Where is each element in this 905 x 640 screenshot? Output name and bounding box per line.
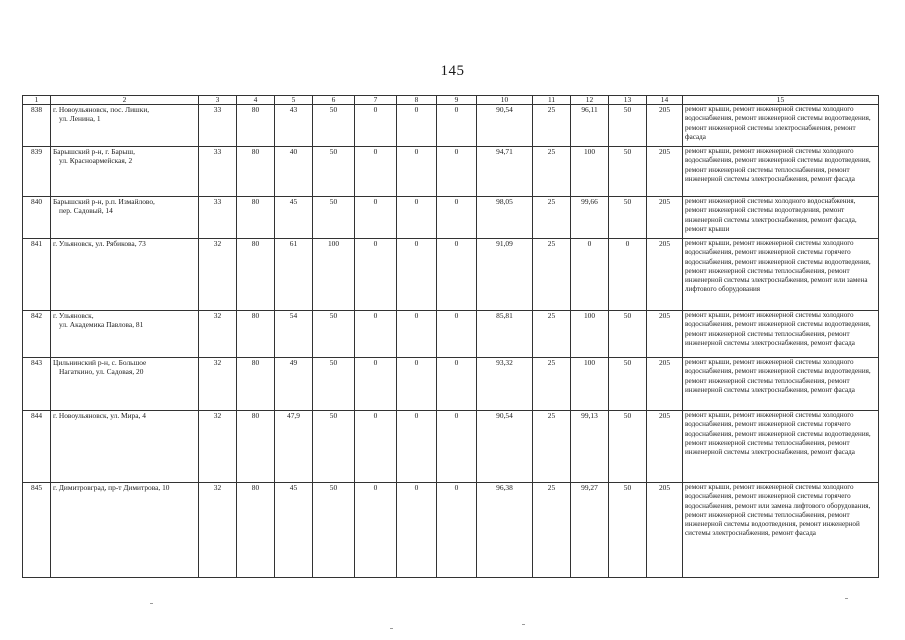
- row-number-cell: 841: [23, 239, 51, 311]
- value-cell-c13: 50: [609, 197, 647, 239]
- value-cell-c4: 80: [237, 105, 275, 147]
- value-cell-c12: 0: [571, 239, 609, 311]
- column-header: 6: [313, 96, 355, 105]
- table-row: [23, 239, 879, 311]
- value-cell-c11: 25: [533, 105, 571, 147]
- row-number-cell: 843: [23, 358, 51, 411]
- value-cell-c4: 80: [237, 147, 275, 197]
- value-cell-c5: 61: [275, 239, 313, 311]
- value-cell-c11: 25: [533, 358, 571, 411]
- value-cell-c5: 45: [275, 483, 313, 578]
- value-cell-c13: 50: [609, 411, 647, 483]
- address-cell: [51, 197, 199, 239]
- value-cell-c7: 0: [355, 147, 397, 197]
- column-header: 2: [51, 96, 199, 105]
- value-cell-c5: 45: [275, 197, 313, 239]
- value-cell-c12: 99,27: [571, 483, 609, 578]
- row-number-cell: 840: [23, 197, 51, 239]
- column-header: 12: [571, 96, 609, 105]
- value-cell-c4: 80: [237, 358, 275, 411]
- repair-works-cell: ремонт крыши, ремонт инженерной системы холодного водоснабжения, ремонт инженерной системы водоотведения, ремонт инженерной системы теплоснабжения, ремонт инженерной системы электроснабжения, ремонт фасада: [683, 358, 879, 411]
- value-cell-c4: 80: [237, 197, 275, 239]
- row-number-cell: 845: [23, 483, 51, 578]
- address-cell: [51, 239, 199, 311]
- row-number-cell: 839: [23, 147, 51, 197]
- value-cell-c4: 80: [237, 411, 275, 483]
- column-header: 13: [609, 96, 647, 105]
- value-cell-c10: 90,54: [477, 105, 533, 147]
- row-number-cell: 842: [23, 311, 51, 358]
- value-cell-c8: 0: [397, 147, 437, 197]
- address-line-2: ул. Академика Павлова, 81: [59, 320, 144, 330]
- value-cell-c12: 96,11: [571, 105, 609, 147]
- value-cell-c8: 0: [397, 411, 437, 483]
- page-number: 145: [440, 63, 465, 79]
- column-header: 10: [477, 96, 533, 105]
- value-cell-c6: 100: [313, 239, 355, 311]
- repair-works-cell: ремонт крыши, ремонт инженерной системы холодного водоснабжения, ремонт инженерной системы горячего водоснабжения, ремонт инженерной системы водоотведения, ремонт инженерной системы теплоснабжения, ремонт инженерной системы электроснабжения, ремонт или замена лифтового оборудования: [683, 239, 879, 311]
- table-body: [23, 96, 879, 578]
- value-cell-c9: 0: [437, 311, 477, 358]
- address-line-2: Нагаткино, ул. Садовая, 20: [59, 367, 144, 377]
- table-row: [23, 197, 879, 239]
- address-line-2: ул. Ленина, 1: [59, 114, 101, 124]
- value-cell-c12: 99,66: [571, 197, 609, 239]
- scan-speck: [150, 603, 153, 604]
- value-cell-c13: 50: [609, 147, 647, 197]
- value-cell-c8: 0: [397, 197, 437, 239]
- address-cell: [51, 105, 199, 147]
- value-cell-c9: 0: [437, 239, 477, 311]
- table-row: [23, 358, 879, 411]
- value-cell-c9: 0: [437, 105, 477, 147]
- address-line-1: г. Новоульяновск, пос. Лишки,: [53, 105, 150, 114]
- table-row: [23, 411, 879, 483]
- value-cell-c6: 50: [313, 105, 355, 147]
- address-line-1: г. Ульяновск,: [53, 311, 94, 320]
- value-cell-c5: 40: [275, 147, 313, 197]
- address-cell: [51, 358, 199, 411]
- value-cell-c7: 0: [355, 239, 397, 311]
- table-row: [23, 483, 879, 578]
- value-cell-c3: 33: [199, 105, 237, 147]
- table-row: [23, 311, 879, 358]
- value-cell-c10: 94,71: [477, 147, 533, 197]
- column-header: 15: [683, 96, 879, 105]
- value-cell-c10: 85,81: [477, 311, 533, 358]
- value-cell-c8: 0: [397, 311, 437, 358]
- value-cell-c5: 54: [275, 311, 313, 358]
- table-row: [23, 147, 879, 197]
- column-header: 7: [355, 96, 397, 105]
- value-cell-c3: 32: [199, 483, 237, 578]
- value-cell-c14: 205: [647, 147, 683, 197]
- value-cell-c14: 205: [647, 197, 683, 239]
- repair-works-cell: ремонт крыши, ремонт инженерной системы холодного водоснабжения, ремонт инженерной системы горячего водоснабжения, ремонт инженерной системы водоотведения, ремонт инженерной системы теплоснабжения, ремонт инженерной системы электроснабжения, ремонт фасада: [683, 411, 879, 483]
- value-cell-c6: 50: [313, 358, 355, 411]
- column-header: 3: [199, 96, 237, 105]
- value-cell-c8: 0: [397, 239, 437, 311]
- address-line-1: г. Димитровград, пр-т Димитрова, 10: [53, 483, 170, 492]
- address-cell: [51, 483, 199, 578]
- value-cell-c11: 25: [533, 411, 571, 483]
- value-cell-c5: 49: [275, 358, 313, 411]
- repair-works-cell: ремонт крыши, ремонт инженерной системы холодного водоснабжения, ремонт инженерной системы водоотведения, ремонт инженерной системы теплоснабжения, ремонт инженерной системы электроснабжения, ремонт фасада: [683, 147, 879, 197]
- value-cell-c14: 205: [647, 358, 683, 411]
- table-row: [23, 105, 879, 147]
- scan-speck: [845, 598, 848, 599]
- address-line-1: Цильнинский р-н, с. Большое: [53, 358, 147, 367]
- value-cell-c11: 25: [533, 483, 571, 578]
- value-cell-c4: 80: [237, 483, 275, 578]
- repair-works-cell: ремонт инженерной системы холодного водоснабжения, ремонт инженерной системы водоотведения, ремонт инженерной системы электроснабжения, ремонт фасада, ремонт крыши: [683, 197, 879, 239]
- value-cell-c10: 91,09: [477, 239, 533, 311]
- repair-works-cell: ремонт крыши, ремонт инженерной системы холодного водоснабжения, ремонт инженерной системы горячего водоснабжения, ремонт или замена лифтового оборудования, ремонт инженерной системы теплоснабжения, ремонт инженерной системы водоотведения, ремонт инженерной системы электроснабжения, ремонт фасада: [683, 483, 879, 578]
- value-cell-c5: 47,9: [275, 411, 313, 483]
- address-line-1: Барышский р-н, р.п. Измайлово,: [53, 197, 155, 206]
- value-cell-c7: 0: [355, 411, 397, 483]
- address-cell: [51, 411, 199, 483]
- value-cell-c6: 50: [313, 147, 355, 197]
- value-cell-c13: 50: [609, 105, 647, 147]
- value-cell-c14: 205: [647, 311, 683, 358]
- value-cell-c7: 0: [355, 105, 397, 147]
- value-cell-c11: 25: [533, 197, 571, 239]
- value-cell-c3: 33: [199, 197, 237, 239]
- value-cell-c8: 0: [397, 483, 437, 578]
- value-cell-c11: 25: [533, 311, 571, 358]
- value-cell-c3: 32: [199, 311, 237, 358]
- repair-works-cell: ремонт крыши, ремонт инженерной системы холодного водоснабжения, ремонт инженерной системы водоотведения, ремонт инженерной системы электроснабжения, ремонт фасада: [683, 105, 879, 147]
- value-cell-c13: 50: [609, 358, 647, 411]
- value-cell-c14: 205: [647, 239, 683, 311]
- value-cell-c8: 0: [397, 358, 437, 411]
- column-header: 8: [397, 96, 437, 105]
- value-cell-c10: 96,38: [477, 483, 533, 578]
- address-line-1: г. Ульяновск, ул. Рябикова, 73: [53, 239, 146, 248]
- value-cell-c13: 50: [609, 311, 647, 358]
- value-cell-c10: 93,32: [477, 358, 533, 411]
- value-cell-c6: 50: [313, 311, 355, 358]
- value-cell-c9: 0: [437, 147, 477, 197]
- value-cell-c9: 0: [437, 197, 477, 239]
- value-cell-c6: 50: [313, 483, 355, 578]
- column-header: 9: [437, 96, 477, 105]
- value-cell-c11: 25: [533, 239, 571, 311]
- value-cell-c3: 32: [199, 358, 237, 411]
- value-cell-c13: 50: [609, 483, 647, 578]
- value-cell-c12: 100: [571, 311, 609, 358]
- value-cell-c6: 50: [313, 411, 355, 483]
- address-line-1: Барышский р-н, г. Барыш,: [53, 147, 135, 156]
- value-cell-c10: 98,05: [477, 197, 533, 239]
- scan-speck: [522, 624, 525, 625]
- column-header: 14: [647, 96, 683, 105]
- repair-schedule-table: [22, 95, 879, 578]
- value-cell-c14: 205: [647, 411, 683, 483]
- column-header: 5: [275, 96, 313, 105]
- value-cell-c4: 80: [237, 311, 275, 358]
- address-cell: [51, 147, 199, 197]
- address-line-1: г. Новоульяновск, ул. Мира, 4: [53, 411, 146, 420]
- column-number-row: [23, 96, 879, 105]
- value-cell-c3: 32: [199, 239, 237, 311]
- address-cell: [51, 311, 199, 358]
- value-cell-c9: 0: [437, 411, 477, 483]
- value-cell-c12: 100: [571, 358, 609, 411]
- address-line-2: ул. Красноармейская, 2: [59, 156, 133, 166]
- value-cell-c7: 0: [355, 483, 397, 578]
- value-cell-c9: 0: [437, 358, 477, 411]
- column-header: 1: [23, 96, 51, 105]
- value-cell-c13: 0: [609, 239, 647, 311]
- column-header: 4: [237, 96, 275, 105]
- value-cell-c6: 50: [313, 197, 355, 239]
- value-cell-c5: 43: [275, 105, 313, 147]
- value-cell-c12: 99,13: [571, 411, 609, 483]
- value-cell-c14: 205: [647, 483, 683, 578]
- value-cell-c4: 80: [237, 239, 275, 311]
- value-cell-c7: 0: [355, 311, 397, 358]
- repair-works-cell: ремонт крыши, ремонт инженерной системы холодного водоснабжения, ремонт инженерной системы водоотведения, ремонт инженерной системы теплоснабжения, ремонт инженерной системы электроснабжения, ремонт фасада: [683, 311, 879, 358]
- row-number-cell: 838: [23, 105, 51, 147]
- value-cell-c14: 205: [647, 105, 683, 147]
- scan-speck: [390, 628, 393, 629]
- row-number-cell: 844: [23, 411, 51, 483]
- address-line-2: пер. Садовый, 14: [59, 206, 113, 216]
- value-cell-c7: 0: [355, 358, 397, 411]
- value-cell-c11: 25: [533, 147, 571, 197]
- value-cell-c8: 0: [397, 105, 437, 147]
- column-header: 11: [533, 96, 571, 105]
- value-cell-c3: 33: [199, 147, 237, 197]
- value-cell-c7: 0: [355, 197, 397, 239]
- value-cell-c9: 0: [437, 483, 477, 578]
- value-cell-c10: 90,54: [477, 411, 533, 483]
- value-cell-c3: 32: [199, 411, 237, 483]
- value-cell-c12: 100: [571, 147, 609, 197]
